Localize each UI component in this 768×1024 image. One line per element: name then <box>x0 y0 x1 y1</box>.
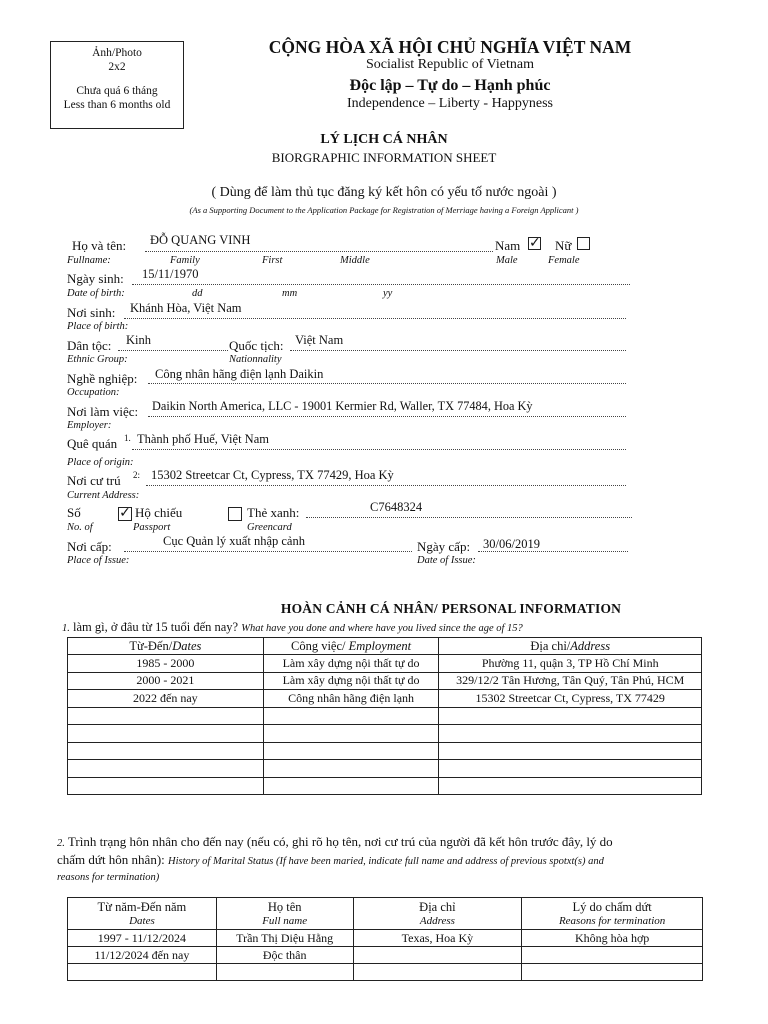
fullname-label: Họ và tên: <box>72 238 127 253</box>
cell-reason <box>522 947 703 964</box>
cell-employment <box>263 725 439 743</box>
cell-fullname <box>216 964 353 981</box>
issue-place-label: Nơi cấp: <box>67 539 112 554</box>
photo-box <box>50 41 184 129</box>
table-row <box>68 655 702 673</box>
cell-address: Phường 11, quận 3, TP Hồ Chí Minh <box>439 655 702 673</box>
cell-employment <box>263 742 439 760</box>
male-checkbox[interactable]: ✓ <box>529 235 541 251</box>
fullname-sub: Fullname: <box>67 255 111 266</box>
employer-label: Nơi làm việc: <box>67 404 139 419</box>
table-row <box>68 707 702 725</box>
fullname-value: ĐỖ QUANG VINH <box>150 233 251 247</box>
first-sub: First <box>262 255 283 266</box>
cell-dates: 2022 đến nay <box>68 690 264 708</box>
cell-reason <box>522 964 703 981</box>
occupation-label: Nghề nghiệp: <box>67 371 138 386</box>
employment-history-table <box>67 637 702 795</box>
origin-value: Thành phố Huế, Việt Nam <box>137 432 269 446</box>
photo-age-en: Less than 6 months old <box>63 99 171 111</box>
pob-label: Nơi sinh: <box>67 305 116 320</box>
passport-sub: Passport <box>133 522 171 533</box>
female-checkbox[interactable] <box>577 237 590 250</box>
cell-dates <box>68 725 264 743</box>
greencard-checkbox[interactable] <box>228 507 242 521</box>
greencard-label: Thẻ xanh: <box>247 505 300 520</box>
yy-sub: yy <box>383 288 393 299</box>
motto-vn: Độc lập – Tự do – Hạnh phúc <box>349 77 551 94</box>
cell-address <box>439 707 702 725</box>
header-address: Địa chỉ Address <box>353 898 522 930</box>
question-1: 1. làm gì, ở đâu từ 15 tuổi đến nay? What have you done and where have you lived since the age of 15? <box>62 620 523 634</box>
cell-employment: Làm xây dựng nội thất tự do <box>263 655 439 673</box>
occupation-sub: Occupation: <box>67 387 120 398</box>
female-sub: Female <box>548 255 580 266</box>
header-reason: Lý do chấm dứt Reasons for termination <box>522 898 703 930</box>
cell-period: 11/12/2024 đến nay <box>68 947 217 964</box>
cell-address <box>439 725 702 743</box>
dob-sub: Date of birth: <box>67 288 125 299</box>
address-label: Nơi cư trú <box>67 473 121 488</box>
issue-date-value: 30/06/2019 <box>483 537 540 551</box>
document-title-en: BIORGRAPHIC INFORMATION SHEET <box>271 150 497 165</box>
issue-place-value: Cục Quản lý xuất nhập cảnh <box>163 534 305 548</box>
cell-address: 15302 Streetcar Ct, Cypress, TX 77429 <box>439 690 702 708</box>
table-row <box>68 777 702 795</box>
family-sub: Family <box>170 255 200 266</box>
nationality-label: Quốc tịch: <box>229 338 284 353</box>
cell-dates <box>68 707 264 725</box>
cell-address <box>353 947 522 964</box>
cell-address <box>353 964 522 981</box>
ethnic-label: Dân tộc: <box>67 338 112 353</box>
table-row <box>68 742 702 760</box>
female-label: Nữ <box>555 238 572 253</box>
pob-sub: Place of birth: <box>67 321 129 332</box>
ethnic-sub: Ethnic Group: <box>67 354 128 365</box>
cell-employment: Công nhân hãng điện lạnh <box>263 690 439 708</box>
table-header-row <box>68 638 702 655</box>
cell-dates: 1985 - 2000 <box>68 655 264 673</box>
employer-sub: Employer: <box>67 420 112 431</box>
origin-sub: Place of origin: <box>67 457 134 468</box>
pob-value: Khánh Hòa, Việt Nam <box>130 301 242 315</box>
ethnic-value: Kinh <box>126 333 151 347</box>
country-name-vn: CỘNG HÒA XÃ HỘI CHỦ NGHĨA VIỆT NAM <box>268 37 632 57</box>
country-name-en: Socialist Republic of Vietnam <box>365 57 535 72</box>
cell-employment <box>263 707 439 725</box>
table-row <box>68 760 702 778</box>
cell-fullname: Độc thân <box>216 947 353 964</box>
cell-reason: Không hòa hợp <box>522 930 703 947</box>
purpose-vn: ( Dùng để làm thủ tục đăng ký kết hôn có yếu tố nước ngoài ) <box>211 185 557 200</box>
question-2-line3: reasons for termination) <box>57 872 160 883</box>
address-footnote: 2: <box>133 470 141 480</box>
cell-period <box>68 964 217 981</box>
cell-employment <box>263 777 439 795</box>
dob-value: 15/11/1970 <box>142 267 199 281</box>
origin-footnote: 1. <box>124 433 131 443</box>
issue-date-sub: Date of Issue: <box>417 555 476 566</box>
header-dates: Từ-Đến/Dates <box>68 638 264 655</box>
section-title: HOÀN CẢNH CÁ NHÂN/ PERSONAL INFORMATION <box>280 601 622 616</box>
male-label: Nam <box>495 238 521 253</box>
photo-label: Ảnh/Photo <box>92 47 142 59</box>
cell-address <box>439 742 702 760</box>
cell-dates <box>68 742 264 760</box>
passport-label: Hộ chiếu <box>135 505 183 520</box>
header-employment: Công việc/ Employment <box>263 638 439 655</box>
passport-checkbox[interactable]: ✓ <box>119 505 131 521</box>
table-row <box>68 672 702 690</box>
cell-address <box>439 760 702 778</box>
question-2: 2. Trình trạng hôn nhân cho đến nay (nếu có, ghi rõ họ tên, nơi cư trú của người đã kết hôn trước đây, lý do <box>57 834 613 849</box>
issue-date-label: Ngày cấp: <box>417 539 471 554</box>
cell-employment <box>263 760 439 778</box>
nationality-sub: Nationnality <box>229 354 282 365</box>
cell-address: Texas, Hoa Kỳ <box>353 930 522 947</box>
table-row <box>68 947 703 964</box>
greencard-sub: Greencard <box>247 522 292 533</box>
table-row <box>68 725 702 743</box>
question-2-line2: chấm dứt hôn nhân): History of Marital Status (If have been maried, indicate full name and address of previous spotxt(s) and <box>57 852 604 867</box>
origin-label: Quê quán <box>67 436 118 451</box>
cell-dates <box>68 760 264 778</box>
photo-age-vn: Chưa quá 6 tháng <box>76 85 158 97</box>
table-row <box>68 964 703 981</box>
cell-address: 329/12/2 Tân Hương, Tân Quý, Tân Phú, HCM <box>439 672 702 690</box>
cell-fullname: Trần Thị Diệu Hằng <box>216 930 353 947</box>
cell-employment: Làm xây dựng nội thất tự do <box>263 672 439 690</box>
dob-label: Ngày sinh: <box>67 271 124 286</box>
cell-dates: 2000 - 2021 <box>68 672 264 690</box>
table-row <box>68 690 702 708</box>
header-address: Địa chỉ/Address <box>439 638 702 655</box>
middle-sub: Middle <box>340 255 370 266</box>
header-fullname: Họ tên Full name <box>216 898 353 930</box>
doc-no-sub: No. of <box>67 522 93 533</box>
occupation-value: Công nhân hãng điện lạnh Daikin <box>155 367 324 381</box>
table-header-row <box>68 898 703 930</box>
cell-period: 1997 - 11/12/2024 <box>68 930 217 947</box>
male-sub: Male <box>496 255 518 266</box>
address-sub: Current Address: <box>67 490 140 501</box>
marital-history-table <box>67 897 703 981</box>
photo-size: 2x2 <box>108 61 126 73</box>
employer-value: Daikin North America, LLC - 19001 Kermier Rd, Waller, TX 77484, Hoa Kỳ <box>152 399 533 413</box>
doc-number-value: C7648324 <box>370 500 423 514</box>
mm-sub: mm <box>282 288 298 299</box>
nationality-value: Việt Nam <box>295 333 344 347</box>
table-row <box>68 930 703 947</box>
doc-no-label: Số <box>67 505 81 520</box>
document-title-vn: LÝ LỊCH CÁ NHÂN <box>320 132 448 147</box>
cell-dates <box>68 777 264 795</box>
issue-place-sub: Place of Issue: <box>67 555 130 566</box>
address-value: 15302 Streetcar Ct, Cypress, TX 77429, Hoa Kỳ <box>151 468 394 482</box>
motto-en: Independence – Liberty - Happyness <box>346 96 554 111</box>
header-period: Từ năm-Đến năm Dates <box>68 898 217 930</box>
dd-sub: dd <box>192 288 203 299</box>
cell-address <box>439 777 702 795</box>
purpose-en: (As a Supporting Document to the Application Package for Registration of Merriage having a Foreign Applicant ) <box>189 205 579 215</box>
